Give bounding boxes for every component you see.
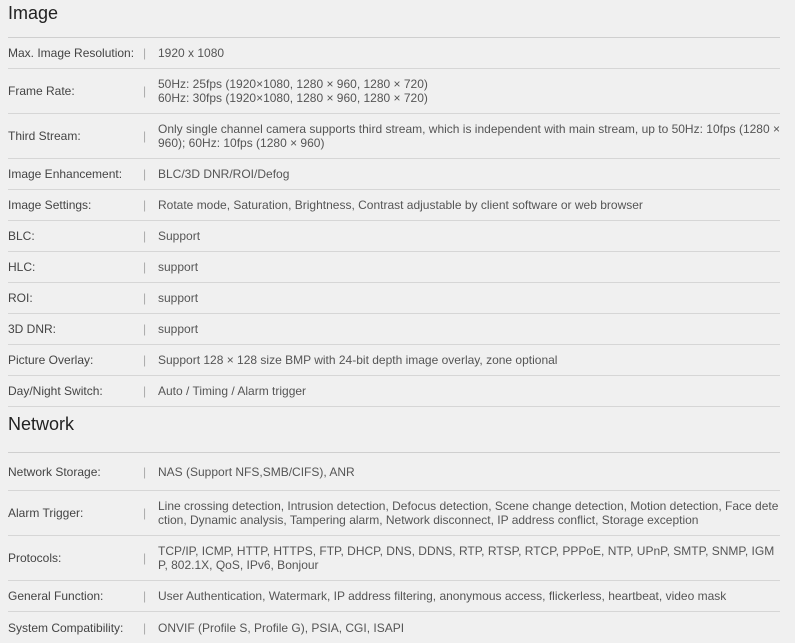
spec-label: General Function: [8,589,104,603]
separator: | [143,167,147,181]
spec-row-general-function [8,581,780,612]
spec-value: BLC/3D DNR/ROI/Defog [158,167,290,181]
spec-value: Support [158,229,201,243]
spec-value: 50Hz: 25fps (1920×1080, 1280 × 960, 1280 × 720) 60Hz: 30fps (1920×1080, 1280 × 960, 1280 × 720) [158,77,428,105]
separator: | [143,322,147,336]
spec-label: HLC: [8,260,36,274]
spec-row-image-settings [8,190,780,221]
spec-row-day-night-switch [8,376,780,407]
spec-label: Alarm Trigger: [8,506,84,520]
separator: | [143,46,147,60]
spec-label: Frame Rate: [8,84,75,98]
spec-value: support [158,260,199,274]
spec-label: Day/Night Switch: [8,384,103,398]
spec-row-picture-overlay [8,345,780,376]
spec-value: Auto / Timing / Alarm trigger [158,384,307,398]
spec-row-system-compatibility [8,612,780,643]
spec-row-blc [8,221,780,252]
spec-row-protocols [8,536,780,581]
separator: | [143,198,147,212]
spec-value: TCP/IP, ICMP, HTTP, HTTPS, FTP, DHCP, DNS, DDNS, RTP, RTSP, RTCP, PPPoE, NTP, UPnP, SMTP, SNMP, IGMP, 802.1X, QoS, IPv6, Bonjour [158,544,775,572]
separator: | [143,464,147,479]
spec-label: ROI: [8,291,33,305]
spec-value: Line crossing detection, Intrusion detection, Defocus detection, Scene change detection, Motion detection, Face detection, Dynamic analysis, Tampering alarm, Network disconnect, IP address conflict, Storage exception [158,499,779,527]
spec-value: Rotate mode, Saturation, Brightness, Contrast adjustable by client software or web browser [158,198,643,212]
spec-value: NAS (Support NFS,SMB/CIFS), ANR [158,464,355,479]
spec-value: support [158,291,199,305]
separator: | [143,506,147,520]
spec-value: support [158,322,199,336]
spec-label: System Compatibility: [8,620,124,635]
spec-label: Network Storage: [8,464,101,479]
separator: | [143,229,147,243]
spec-row-3d-dnr [8,314,780,345]
spec-value: User Authentication, Watermark, IP address filtering, anonymous access, flickerless, heartbeat, video mask [158,589,727,603]
separator: | [143,589,147,603]
separator: | [143,129,147,143]
separator: | [143,84,147,98]
spec-row-frame-rate [8,69,780,114]
spec-row-alarm-trigger [8,491,780,536]
separator: | [143,353,147,367]
separator: | [143,291,147,305]
spec-label: Image Enhancement: [8,167,123,181]
spec-row-hlc [8,252,780,283]
spec-label: Third Stream: [8,129,81,143]
spec-label: Image Settings: [8,198,92,212]
separator: | [143,620,147,635]
spec-value: ONVIF (Profile S, Profile G), PSIA, CGI, ISAPI [158,620,405,635]
spec-label: Picture Overlay: [8,353,94,367]
spec-label: 3D DNR: [8,322,57,336]
separator: | [143,551,147,565]
spec-value: 1920 x 1080 [158,46,225,60]
spec-row-third-stream [8,114,780,159]
spec-label: Protocols: [8,551,62,565]
spec-row-image-enhancement [8,159,780,190]
section-title-network: Network [8,407,780,453]
spec-value: Only single channel camera supports third stream, which is independent with main stream, up to 50Hz: 10fps (1280 × 960); 60Hz: 10fps (1280 × 960) [158,122,780,150]
spec-value: Support 128 × 128 size BMP with 24-bit depth image overlay, zone optional [158,353,558,367]
separator: | [143,384,147,398]
spec-row-network-storage [8,453,780,491]
section-title-image: Image [8,0,780,38]
spec-row-roi [8,283,780,314]
separator: | [143,260,147,274]
spec-label: BLC: [8,229,35,243]
spec-row-max-image-resolution [8,38,780,69]
spec-label: Max. Image Resolution: [8,46,135,60]
